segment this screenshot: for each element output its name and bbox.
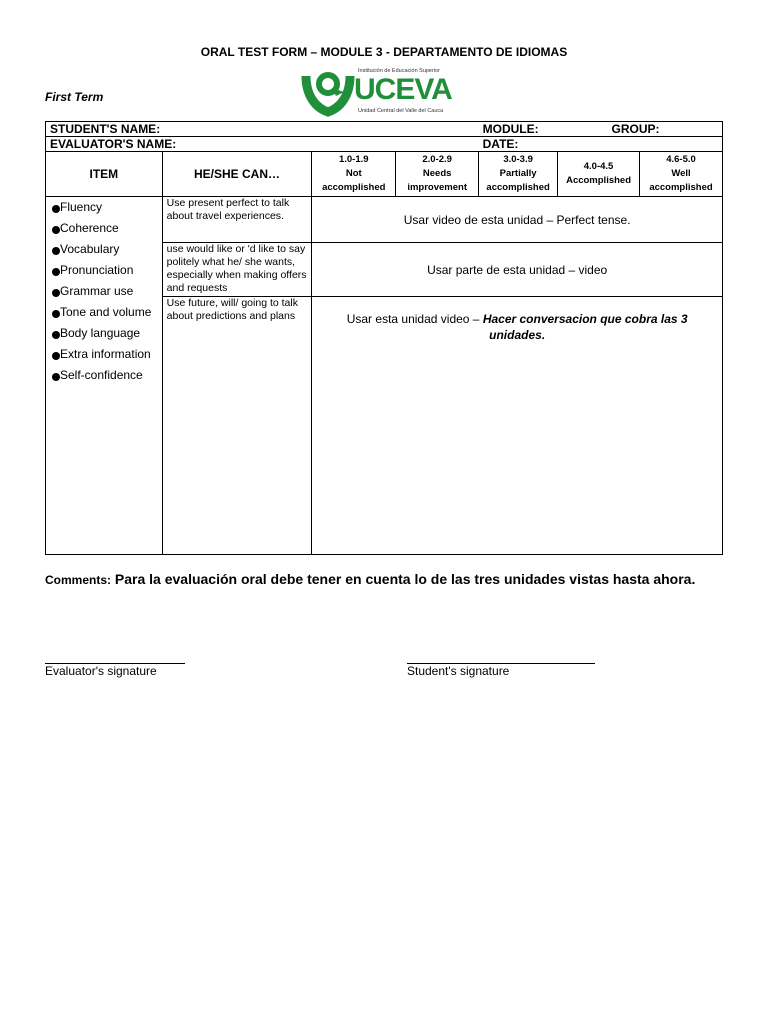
student-name-field[interactable]: STUDENT'S NAME: — [46, 122, 479, 137]
logo-brand: UCEVA — [354, 73, 452, 106]
can-column-header: HE/SHE CAN… — [162, 152, 312, 197]
scale-header-3: 3.0-3.9 Partially accomplished — [479, 152, 558, 197]
scale-header-4: 4.0-4.5 Accomplished — [558, 152, 640, 197]
item-column-header: ITEM — [46, 152, 163, 197]
evaluator-name-field[interactable]: EVALUATOR'S NAME: — [46, 137, 479, 152]
note-cell: Usar parte de esta unidad – video — [312, 243, 723, 297]
group-field[interactable]: GROUP: — [640, 122, 723, 137]
can-cell: use would like or 'd like to say politely what he/ she wants, especially when making offers and requests — [162, 243, 312, 297]
comments-label: Comments: — [45, 573, 112, 587]
note-cell: Usar video de esta unidad – Perfect tense. — [312, 197, 723, 243]
comments-text: Para la evaluación oral debe tener en cuenta lo de las tres unidades vistas hasta ahora. — [114, 571, 696, 587]
date-field[interactable]: DATE: — [479, 137, 723, 152]
logo-subtitle: Unidad Central del Valle del Cauca — [358, 108, 444, 114]
scale-header-2: 2.0-2.9 Needs improvement — [396, 152, 479, 197]
list-item: Extra information — [46, 344, 162, 365]
bullet-icon — [52, 289, 60, 297]
term-label: First Term — [45, 90, 104, 104]
bullet-icon — [52, 226, 60, 234]
list-item: Coherence — [46, 218, 162, 239]
logo-institution: Institución de Educación Superior — [358, 68, 440, 74]
bullet-icon — [52, 373, 60, 381]
can-cell: Use present perfect to talk about travel experiences. — [162, 197, 312, 243]
bullet-icon — [52, 268, 60, 276]
scale-header-5: 4.6-5.0 Well accomplished — [640, 152, 723, 197]
form-title: ORAL TEST FORM – MODULE 3 - DEPARTAMENTO DE IDIOMAS — [200, 45, 568, 59]
list-item: Fluency — [46, 197, 162, 218]
list-item: Tone and volume — [46, 302, 162, 323]
evaluator-signature-label: Evaluator's signature — [45, 664, 157, 678]
uceva-logo — [300, 62, 470, 118]
comments — [45, 570, 723, 589]
module-field[interactable]: MODULE: — [479, 122, 640, 137]
student-signature-label: Student's signature — [407, 664, 510, 678]
list-item: Self-confidence — [46, 365, 162, 386]
list-item: Body language — [46, 323, 162, 344]
can-cell: Use future, will/ going to talk about predictions and plans — [162, 297, 312, 555]
evaluation-table — [45, 121, 723, 555]
items-list — [46, 197, 163, 555]
bullet-icon — [52, 352, 60, 360]
bullet-icon — [52, 247, 60, 255]
list-item: Grammar use — [46, 281, 162, 302]
bullet-icon — [52, 310, 60, 318]
list-item: Vocabulary — [46, 239, 162, 260]
uceva-emblem-icon — [300, 62, 356, 118]
bullet-icon — [52, 205, 60, 213]
bullet-icon — [52, 331, 60, 339]
list-item: Pronunciation — [46, 260, 162, 281]
note-cell: Usar esta unidad video – Hacer conversacion que cobra las 3 unidades. — [312, 297, 723, 555]
scale-header-1: 1.0-1.9 Not accomplished — [312, 152, 396, 197]
